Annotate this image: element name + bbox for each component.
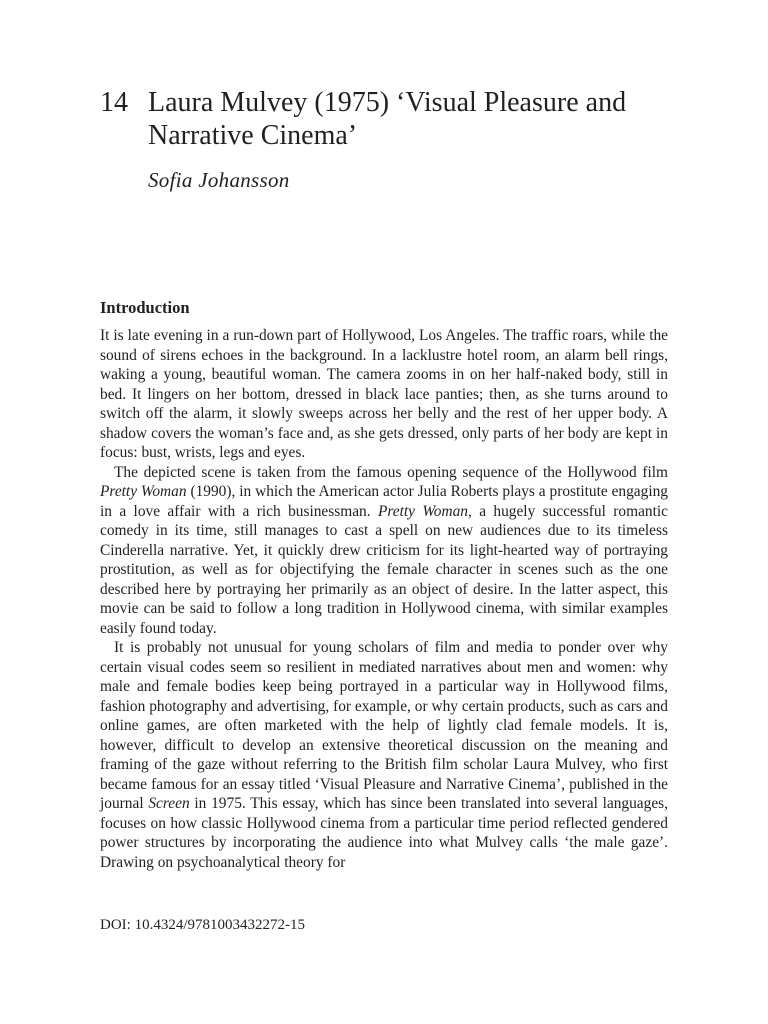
text-run: The depicted scene is taken from the famous opening sequence of the Hollywood film [114, 463, 668, 481]
body-text [100, 326, 668, 872]
chapter-title: Laura Mulvey (1975) ‘Visual Pleasure and Narrative Cinema’ [148, 87, 627, 151]
paragraph [100, 463, 668, 639]
text-run: (1990), in which the American actor Julia Roberts plays a prostitute engaging in a love affair with a rich businessman. [100, 483, 668, 520]
italic-title: Screen [148, 795, 190, 812]
paragraph [100, 638, 668, 872]
italic-title: Pretty Woman [100, 483, 187, 500]
italic-title: Pretty Woman [377, 502, 468, 520]
chapter-author: Sofia Johansson [148, 168, 290, 192]
paragraph [100, 326, 668, 463]
text-run: It is probably not unusual for young scholars of film and media to ponder over why certain visual codes seem so resilient in mediated narratives about men and women: why male and female bodies keep being portrayed in a particular way in Hollywood films, fashion photography and advertising, for example, or why certain products, such as cars and online games, are often marketed with the help of lightly clad female models. It is, however, difficult to develop an extensive theoretical discussion on the meaning and framing of the gaze without referring to the British film scholar Laura Mulvey, who first became famous for an essay titled ‘Visual Pleasure and Narrative Cinema’, published in the journal [100, 639, 668, 812]
text-run: , a hugely successful romantic comedy in its time, still manages to cast a spell on new audiences due to its timeless Cinderella narrative. Yet, it quickly drew criticism for its light-hearted way of portraying prostitution, as well as for objectifying the female character in scenes such as the one described here by portraying her primarily as an object of desire. In the latter aspect, this movie can be said to follow a long tradition in Hollywood cinema, with similar examples easily found today. [100, 502, 668, 637]
doi-footer: DOI: 10.4324/9781003432272-15 [100, 917, 305, 933]
chapter-heading [100, 86, 680, 152]
section-heading: Introduction [100, 298, 190, 317]
text-run: It is late evening in a run-down part of Hollywood, Los Angeles. The traffic roars, while the sound of sirens echoes in the background. In a lacklustre hotel room, an alarm bell rings, waking a young, beautiful woman. The camera zooms in on her half-naked body, still in bed. It lingers on her bottom, dressed in black lace panties; then, as she turns around to switch off the alarm, it slowly sweeps across her belly and the rest of her upper body. A shadow covers the woman’s face and, as she gets dressed, only parts of her body are kept in focus: bust, wrists, legs and eyes. [100, 327, 668, 461]
chapter-number: 14 [100, 87, 128, 118]
text-run: in 1975. This essay, which has since been translated into several languages, focuses on how classic Hollywood cinema from a particular time period reflected gendered power structures by incorporating the audience into what Mulvey calls ‘the male gaze’. Drawing on psychoanalytical theory for [100, 795, 668, 871]
